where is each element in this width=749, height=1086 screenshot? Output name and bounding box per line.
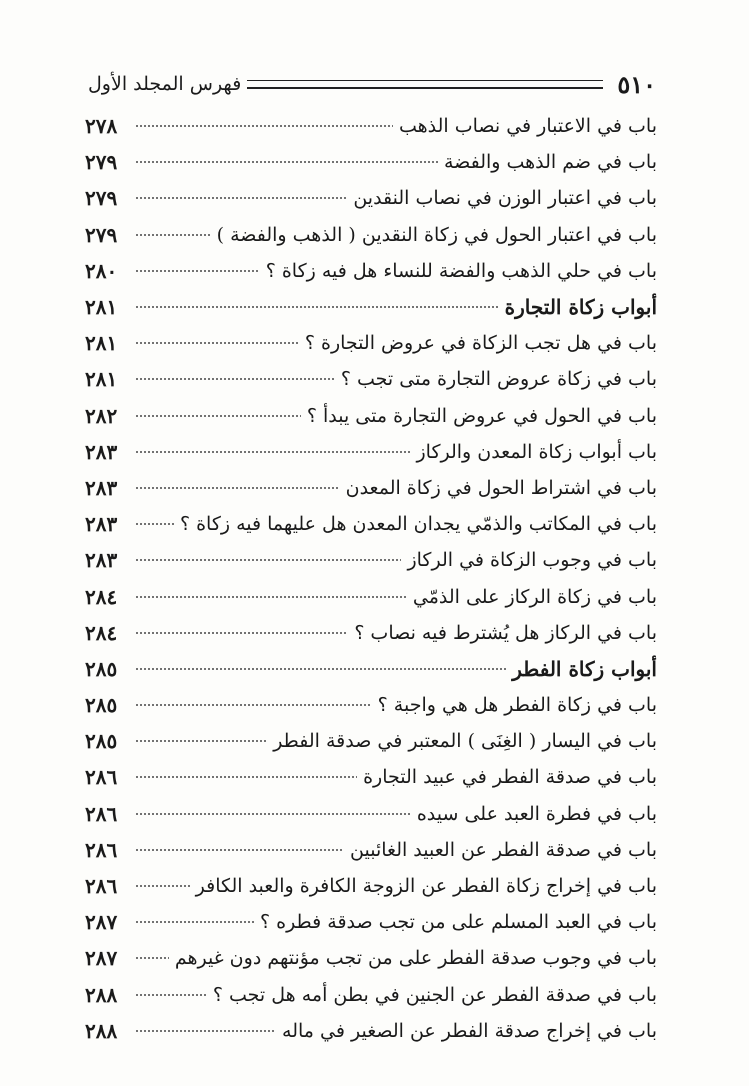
- toc-entry: [85, 940, 657, 976]
- entry-page-number: ٢٨٦: [85, 874, 118, 899]
- entry-title: باب في هل تجب الزكاة في عروض التجارة ؟: [304, 332, 657, 355]
- toc-entry: [85, 217, 657, 253]
- entry-page-number: ٢٨٦: [85, 765, 118, 790]
- entry-page-number: ٢٨٤: [85, 620, 118, 645]
- dot-leader: [135, 302, 499, 312]
- toc-entry: [85, 977, 657, 1013]
- entry-title: باب في ضم الذهب والفضة: [443, 151, 657, 174]
- table-of-contents: [85, 108, 657, 1049]
- dot-leader: [135, 664, 506, 674]
- entry-page-number: ٢٨٢: [85, 403, 118, 428]
- entry-title: باب في زكاة عروض التجارة متى تجب ؟: [340, 368, 657, 391]
- entry-page-number: ٢٨١: [85, 295, 118, 320]
- entry-page-number: ٢٨١: [85, 331, 118, 356]
- dot-leader: [135, 483, 340, 493]
- dot-leader: [135, 845, 344, 855]
- entry-title: أبواب زكاة الفطر: [512, 656, 657, 681]
- toc-entry: [85, 687, 657, 723]
- dot-leader: [135, 592, 407, 602]
- dot-leader: [135, 230, 211, 240]
- entry-title: باب في إخراج صدقة الفطر عن الصغير في ماله: [282, 1019, 657, 1042]
- entry-page-number: ٢٨٣: [85, 439, 118, 464]
- entry-page-number: ٢٨٨: [85, 1018, 118, 1043]
- dot-leader: [135, 266, 260, 276]
- entry-page-number: ٢٨٦: [85, 801, 118, 826]
- toc-entry: [85, 542, 657, 578]
- entry-title: باب في صدقة الفطر في عبيد التجارة: [363, 766, 657, 789]
- entry-page-number: ٢٨٣: [85, 475, 118, 500]
- toc-entry: [85, 325, 657, 361]
- dot-leader: [135, 411, 301, 421]
- entry-title: باب في صدقة الفطر عن الجنين في بطن أمه هل تجب ؟: [212, 983, 657, 1006]
- entry-page-number: ٢٨٠: [85, 258, 118, 283]
- dot-leader: [135, 121, 393, 131]
- entry-page-number: ٢٧٨: [85, 114, 118, 139]
- entry-page-number: ٢٧٩: [85, 150, 118, 175]
- entry-title: باب في العبد المسلم على من تجب صدقة فطره ؟: [260, 911, 657, 934]
- toc-entry: [85, 832, 657, 868]
- toc-entry: [85, 398, 657, 434]
- dot-leader: [135, 881, 190, 891]
- entry-title: باب في زكاة الفطر هل هي واجبة ؟: [377, 694, 657, 717]
- dot-leader: [135, 990, 207, 1000]
- toc-entry: [85, 615, 657, 651]
- toc-entry: [85, 904, 657, 940]
- header-divider: [247, 80, 603, 89]
- dot-leader: [135, 917, 254, 927]
- entry-page-number: ٢٨٧: [85, 910, 118, 935]
- toc-entry: [85, 434, 657, 470]
- entry-title: باب في وجوب الزكاة في الركاز: [407, 549, 657, 572]
- entry-title: باب في الحول في عروض التجارة متى يبدأ ؟: [306, 404, 657, 427]
- entry-title: باب في فطرة العبد على سيده: [416, 802, 657, 825]
- entry-title: باب في اعتبار الوزن في نصاب النقدين: [353, 187, 657, 210]
- toc-entry: [85, 1013, 657, 1049]
- dot-leader: [135, 447, 410, 457]
- toc-entry: [85, 470, 657, 506]
- dot-leader: [135, 953, 169, 963]
- dot-leader: [135, 519, 174, 529]
- dot-leader: [135, 809, 411, 819]
- toc-section-heading: [85, 289, 657, 325]
- toc-entry: [85, 759, 657, 795]
- entry-page-number: ٢٨٦: [85, 837, 118, 862]
- page-number: ٥١٠: [617, 69, 656, 99]
- entry-title: باب في الركاز هل يُشترط فيه نصاب ؟: [354, 621, 657, 644]
- dot-leader: [135, 772, 357, 782]
- toc-entry: [85, 868, 657, 904]
- dot-leader: [135, 736, 267, 746]
- entry-page-number: ٢٨٤: [85, 584, 118, 609]
- dot-leader: [135, 1026, 276, 1036]
- entry-page-number: ٢٨٧: [85, 946, 118, 971]
- entry-title: باب في اشتراط الحول في زكاة المعدن: [345, 476, 657, 499]
- entry-title: باب في صدقة الفطر عن العبيد الغائبين: [350, 838, 657, 861]
- toc-entry: [85, 506, 657, 542]
- running-title: فهرس المجلد الأول: [88, 73, 242, 95]
- entry-page-number: ٢٨٥: [85, 656, 118, 681]
- entry-page-number: ٢٧٩: [85, 186, 118, 211]
- toc-entry: [85, 723, 657, 759]
- toc-entry: [85, 796, 657, 832]
- entry-page-number: ٢٨٣: [85, 548, 118, 573]
- toc-entry: [85, 108, 657, 144]
- entry-page-number: ٢٨٥: [85, 729, 118, 754]
- entry-title: باب في وجوب صدقة الفطر على من تجب مؤنتهم دون غيرهم: [174, 947, 657, 970]
- dot-leader: [135, 555, 401, 565]
- entry-title: باب في اليسار ( الغِنَى ) المعتبر في صدقة الفطر: [273, 730, 657, 753]
- dot-leader: [135, 374, 335, 384]
- entry-title: باب في المكاتب والذمّي يجدان المعدن هل عليهما فيه زكاة ؟: [179, 513, 657, 536]
- dot-leader: [135, 193, 347, 203]
- entry-page-number: ٢٧٩: [85, 222, 118, 247]
- entry-title: أبواب زكاة التجارة: [504, 295, 657, 320]
- entry-title: باب في اعتبار الحول في زكاة النقدين ( الذهب والفضة ): [216, 223, 657, 246]
- dot-leader: [135, 628, 348, 638]
- page-header: [88, 70, 656, 98]
- toc-entry: [85, 361, 657, 397]
- entry-page-number: ٢٨٣: [85, 512, 118, 537]
- dot-leader: [135, 700, 372, 710]
- entry-title: باب في إخراج زكاة الفطر عن الزوجة الكافرة والعبد الكافر: [195, 875, 657, 898]
- entry-page-number: ٢٨٥: [85, 693, 118, 718]
- entry-page-number: ٢٨١: [85, 367, 118, 392]
- dot-leader: [135, 338, 299, 348]
- toc-section-heading: [85, 651, 657, 687]
- entry-title: باب في الاعتبار في نصاب الذهب: [398, 115, 657, 138]
- toc-entry: [85, 253, 657, 289]
- entry-title: باب في حلي الذهب والفضة للنساء هل فيه زكاة ؟: [265, 259, 657, 282]
- entry-title: باب في زكاة الركاز على الذمّي: [412, 585, 657, 608]
- toc-entry: [85, 578, 657, 614]
- toc-entry: [85, 144, 657, 180]
- entry-page-number: ٢٨٨: [85, 982, 118, 1007]
- dot-leader: [135, 157, 438, 167]
- toc-entry: [85, 180, 657, 216]
- entry-title: باب أبواب زكاة المعدن والركاز: [416, 440, 657, 463]
